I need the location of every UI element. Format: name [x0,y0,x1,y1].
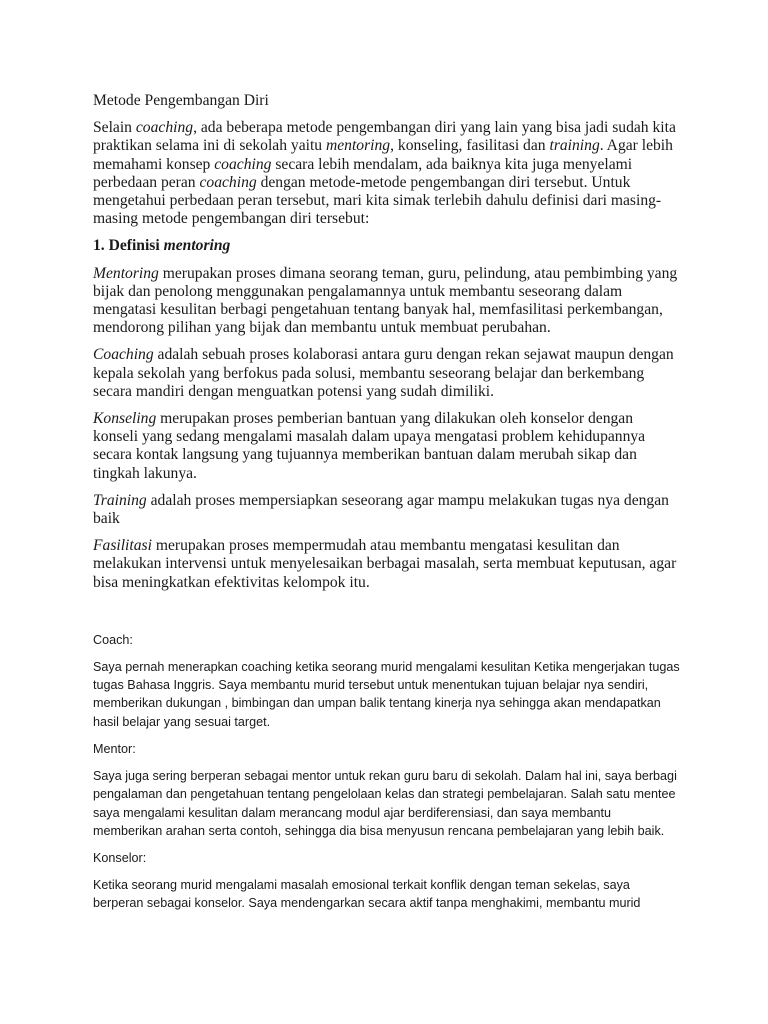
text-run: secara lebih mendalam, ada baiknya kita juga menyelami perbedaan peran [93,155,633,191]
text-run: Selain [93,119,136,137]
italic-term: Konseling [93,410,157,428]
intro-paragraph [93,119,680,228]
section-heading [93,237,680,255]
section-gap [93,601,680,631]
text-run: , ada beberapa metode pengembangan diri yang lain yang bisa jadi sudah kita praktikan selama ini di sekolah yaitu [93,119,676,155]
definition-training [93,492,680,528]
text-run: merupakan proses dimana seorang teman, guru, pelindung, atau pembimbing yang bijak dan penolong menggunakan pengalamannya untuk membantu seseorang dalam mengatasi kesulitan berbagi pengetahuan tentang banyak hal, memfasilitasi perkembangan, mendorong pilihan yang bijak dan membantu untuk membuat perubahan. [93,264,678,337]
italic-term: mentoring [163,237,231,255]
definition-coaching [93,346,680,401]
coach-paragraph: Saya pernah menerapkan coaching ketika seorang murid mengalami kesulitan Ketika mengerjakan tugas tugas Bahasa Inggris. Saya membantu murid tersebut untuk menentukan tujuan belajar nya sendiri, memberikan dukungan , bimbingan dan umpan balik tentang kinerja nya sehingga akan mendapatkan hasil belajar yang sesuai target. [93,660,680,729]
definition-konseling [93,410,680,483]
italic-term: training [549,137,600,155]
coach-label: Coach: [93,632,133,647]
text-run: merupakan proses pemberian bantuan yang dilakukan oleh konselor dengan konseli yang sedang mengalami masalah dalam upaya mengatasi problem kehidupannya secara kontak langsung yang tujuannya memberikan bantuan dalam merubah sikap dan tingkah lakunya. [93,410,646,482]
mentor-label: Mentor: [93,741,136,756]
mentor-paragraph: Saya juga sering berperan sebagai mentor untuk rekan guru baru di sekolah. Dalam hal ini, saya berbagi pengalaman dan pengetahuan tentang pengelolaan kelas dan strategi pembelajaran. Salah satu mentee saya mengalami kesulitan dalam merancang modul ajar berdiferensiasi, dan saya membantu memberikan arahan serta contoh, sehingga dia bisa menyusun rencana pembelajaran yang lebih baik. [93,769,677,838]
definition-fasilitasi [93,537,680,592]
document-title: Metode Pengembangan Diri [93,92,269,109]
definition-mentoring [93,265,680,338]
italic-term: coaching [214,155,272,173]
italic-term: mentoring [325,137,391,155]
italic-term: coaching [135,119,194,137]
text-run: merupakan proses mempermudah atau membantu mengatasi kesulitan dan melakukan intervensi untuk menyelesaikan berbagai masalah, serta membuat keputusan, agar bisa meningkatkan efektivitas kelompok itu. [93,537,677,591]
text-run: adalah proses mempersiapkan seseorang agar mampu melakukan tugas nya dengan baik [93,491,669,528]
text-run: adalah sebuah proses kolaborasi antara guru dengan rekan sejawat maupun dengan kepala sekolah yang berfokus pada solusi, membantu seseorang belajar dan berkembang secara mandiri dengan menguatkan potensi yang sudah dimiliki. [93,346,674,400]
text-run: . Agar lebih memahami konsep [93,137,673,173]
italic-term: Training [93,491,147,509]
text-run: dengan metode-metode pengembangan diri tersebut. Untuk mengetahui perbedaan peran tersebut, mari kita simak terlebih dahulu definisi dari masing-masing metode pengembangan diri tersebut: [93,173,662,228]
text-run: , konseling, fasilitasi dan [390,137,550,155]
italic-term: Mentoring [93,264,159,282]
konselor-label: Konselor: [93,850,147,865]
text-run: 1. Definisi [93,237,164,255]
italic-term: coaching [199,173,257,191]
konselor-paragraph: Ketika seorang murid mengalami masalah emosional terkait konflik dengan teman sekelas, saya berperan sebagai konselor. Saya mendengarkan secara aktif tanpa menghakimi, membantu murid [93,878,641,911]
italic-term: Fasilitasi [93,537,152,555]
italic-term: Coaching [93,346,154,364]
